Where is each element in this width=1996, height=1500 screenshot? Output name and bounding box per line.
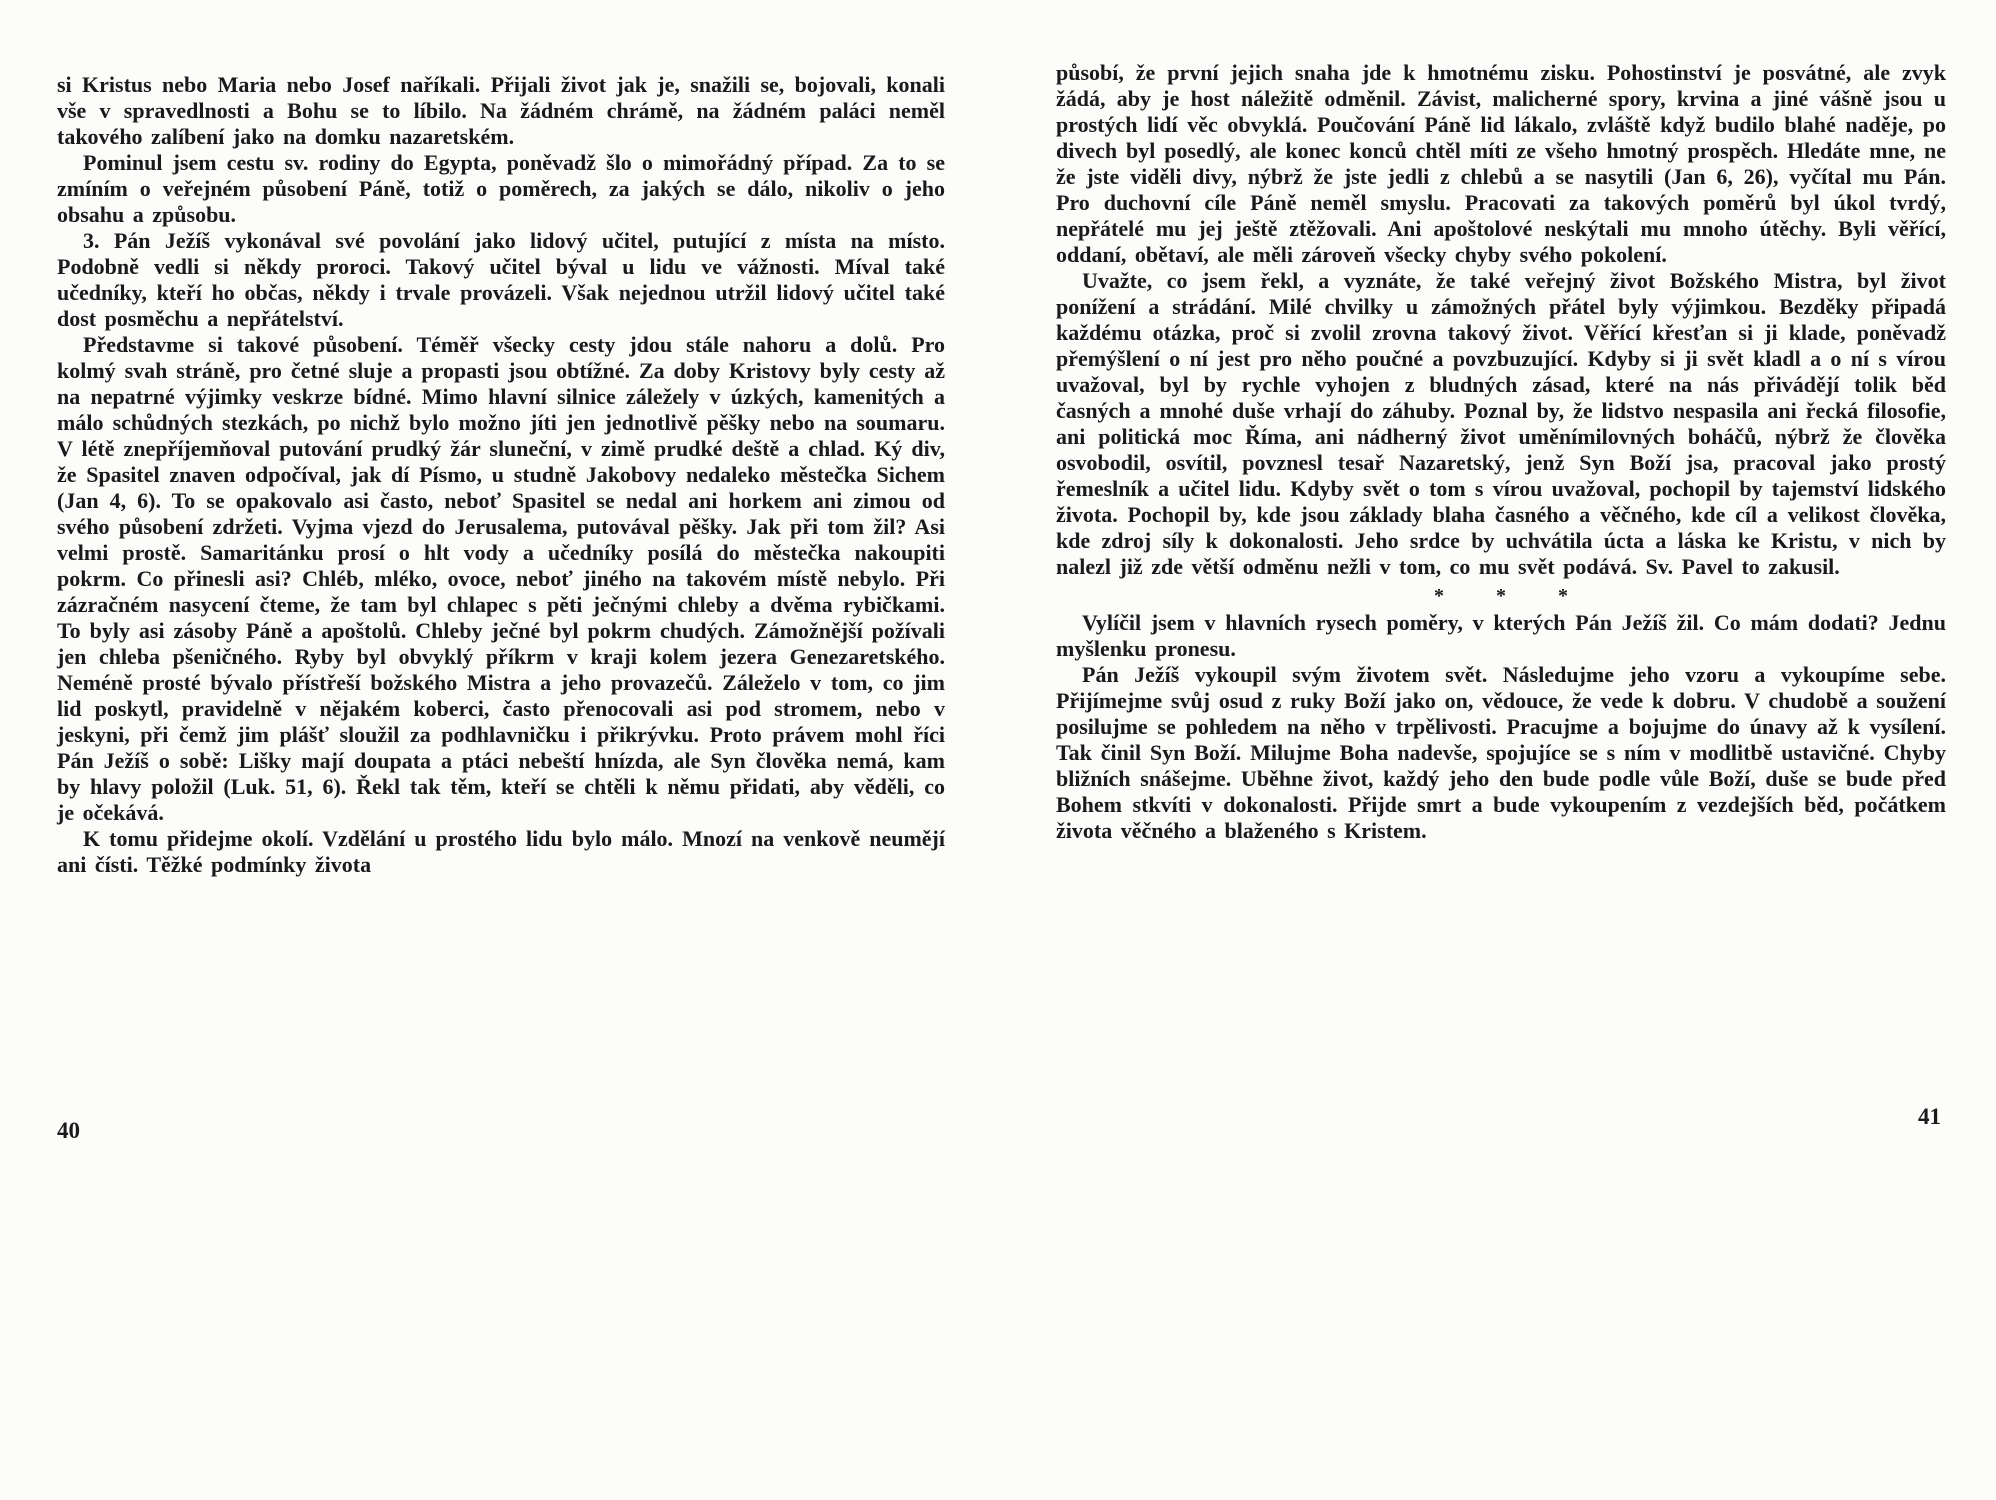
paragraph: K tomu přidejme okolí. Vzdělání u prostého lidu bylo málo. Mnozí na venkově neumějí ani čísti. Těžké podmínky života [57, 826, 945, 877]
page-right [1056, 60, 1946, 844]
page-number-right: 41 [1918, 1104, 1941, 1129]
page-number-left: 40 [57, 1118, 80, 1143]
paragraph: Uvažte, co jsem řekl, a vyznáte, že také veřejný život Božského Mistra, byl život ponížení a strádání. Milé chvilky u zámožných přátel byly výjimkou. Bezděky připadá každému otázka, proč si zvolil zrovna takový život. Věřící křesťan si ji klade, poněvadž přemýšlení o ní jest pro něho poučné a povzbuzující. Kdyby si ji svět kladl a o ní s vírou uvažoval, byl by rychle vyhojen z bludných zásad, které na nás přivádějí tolik běd časných a mnohé duše vrhají do záhuby. Poznal by, že lidstvo nespasila ani řecká filosofie, ani politická moc Říma, ani nádherný život uměnímilovných boháčů, nýbrž že člověka osvobodil, osvítil, povznesl tesař Nazaretský, jenž Syn Boží jsa, pracoval jako prostý řemeslník a učitel lidu. Kdyby svět o tom s vírou uvažoval, pochopil by tajemství lidského života. Pochopil by, kde jsou základy blaha časného a věčného, kde cíl a velikost člověka, kde zdroj síly k dokonalosti. Jeho srdce by uchvátila úcta a láska ke Kristu, v nich by nalezl již zde větší odměnu nežli v tom, co mu svět podává. Sv. Pavel to zakusil. [1056, 268, 1946, 579]
paragraph: působí, že první jejich snaha jde k hmotnému zisku. Pohostinství je posvátné, ale zvyk žádá, aby je host náležitě odměnil. Závist, malicherné spory, krvina a jiné vášně jsou u prostých lidí věc obvyklá. Poučování Páně lid lákalo, zvláště když budilo blahé naděje, po divech byl posedlý, ale konec konců chtěl míti ze všeho hmotný prospěch. Hledáte mne, ne že jste viděli divy, nýbrž že jste jedli z chlebů a se nasytili (Jan 6, 26), vyčítal mu Pán. Pro duchovní cíle Páně neměl smyslu. Pracovati za takových poměrů byl úkol tvrdý, nepřátelé mu jej ještě ztěžovali. Ani apoštolové neskýtali mu mnoho útěchy. Byli věřící, oddaní, obětaví, ale měli zároveň všecky chyby svého pokolení. [1056, 60, 1946, 267]
paragraph: Pán Ježíš vykoupil svým životem svět. Následujme jeho vzoru a vykoupíme sebe. Přijímejme svůj osud z ruky Boží jako on, vědouce, že vede k dobru. V chudobě a soužení posilujme se pohledem na něho v trpělivosti. Pracujme a bojujme do únavy až k vysílení. Tak činil Syn Boží. Milujme Boha nadevše, spojujíce se s ním v modlitbě ustavičné. Chyby bližních snášejme. Uběhne život, každý jeho den bude podle vůle Boží, duše se bude před Bohem stkvíti v dokonalosti. Přijde smrt a bude vykoupením z vezdejších běd, počátkem života věčného a blaženého s Kristem. [1056, 662, 1946, 843]
paragraph: Představme si takové působení. Téměř všecky cesty jdou stále nahoru a dolů. Pro kolmý svah stráně, pro četné sluje a propasti jsou obtížné. Za doby Kristovy byly cesty až na nepatrné výjimky veskrze bídné. Mimo hlavní silnice záležely v úzkých, kamenitých a málo schůdných stezkách, po nichž bylo možno jíti jen jednotlivě pěšky nebo na soumaru. V létě znepříjemňoval putování prudký žár sluneční, v zimě prudké deště a chlad. Ký div, že Spasitel znaven odpočíval, jak dí Písmo, u studně Jakobovy nedaleko městečka Sichem (Jan 4, 6). To se opakovalo asi často, neboť Spasitel se nedal ani horkem ani zimou od svého působení zdržeti. Vyjma vjezd do Jerusalema, putovával pěšky. Jak při tom žil? Asi velmi prostě. Samaritánku prosí o hlt vody a učedníky posílá do městečka nakoupiti pokrm. Co přinesli asi? Chléb, mléko, ovoce, neboť jiného na takovém místě nebylo. Při zázračném nasycení čteme, že tam byl chlapec s pěti ječnými chleby a dvěma rybičkami. To byly asi zásoby Páně a apoštolů. Chleby ječné byl pokrm chudých. Zámožnější požívali jen chleba pšeničného. Ryby byl obvyklý příkrm v kraji kolem jezera Genezaretského. Neméně prosté bývalo přístřeší božského Mistra a jeho provazečů. Záleželo v tom, co jim lid poskytl, pravidelně v nějakém koberci, často přenocovali asi pod stromem, nebo v jeskyni, při čemž jim plášť sloužil za podhlavničku i přikrývku. Proto právem mohl říci Pán Ježíš o sobě: Lišky mají doupata a ptáci nebeští hnízda, ale Syn člověka nemá, kam by hlavy položil (Luk. 51, 6). Řekl tak těm, kteří se chtěli k němu přidati, aby věděli, co je očekává. [57, 332, 945, 825]
paragraph: Pominul jsem cestu sv. rodiny do Egypta, poněvadž šlo o mimořádný případ. Za to se zmíním o veřejném působení Páně, totiž o poměrech, za jakých se dálo, nikoliv o jeho obsahu a způsobu. [57, 150, 945, 227]
page-left [57, 72, 945, 878]
paragraph: 3. Pán Ježíš vykonával své povolání jako lidový učitel, putující z místa na místo. Podobně vedli si někdy proroci. Takový učitel býval u lidu ve vážnosti. Míval také učedníky, kteří ho občas, někdy i trvale provázeli. Však nejednou utržil lidový učitel také dost posměchu a nepřátelství. [57, 228, 945, 331]
paragraph: si Kristus nebo Maria nebo Josef naříkali. Přijali život jak je, snažili se, bojovali, konali vše v spravedlnosti a Bohu se to líbilo. Na žádném chrámě, na žádném paláci neměl takového zalíbení jako na domku nazaretském. [57, 72, 945, 149]
section-separator: * * * [1434, 585, 1590, 607]
paragraph: Vylíčil jsem v hlavních rysech poměry, v kterých Pán Ježíš žil. Co mám dodati? Jednu myšlenku pronesu. [1056, 610, 1946, 661]
